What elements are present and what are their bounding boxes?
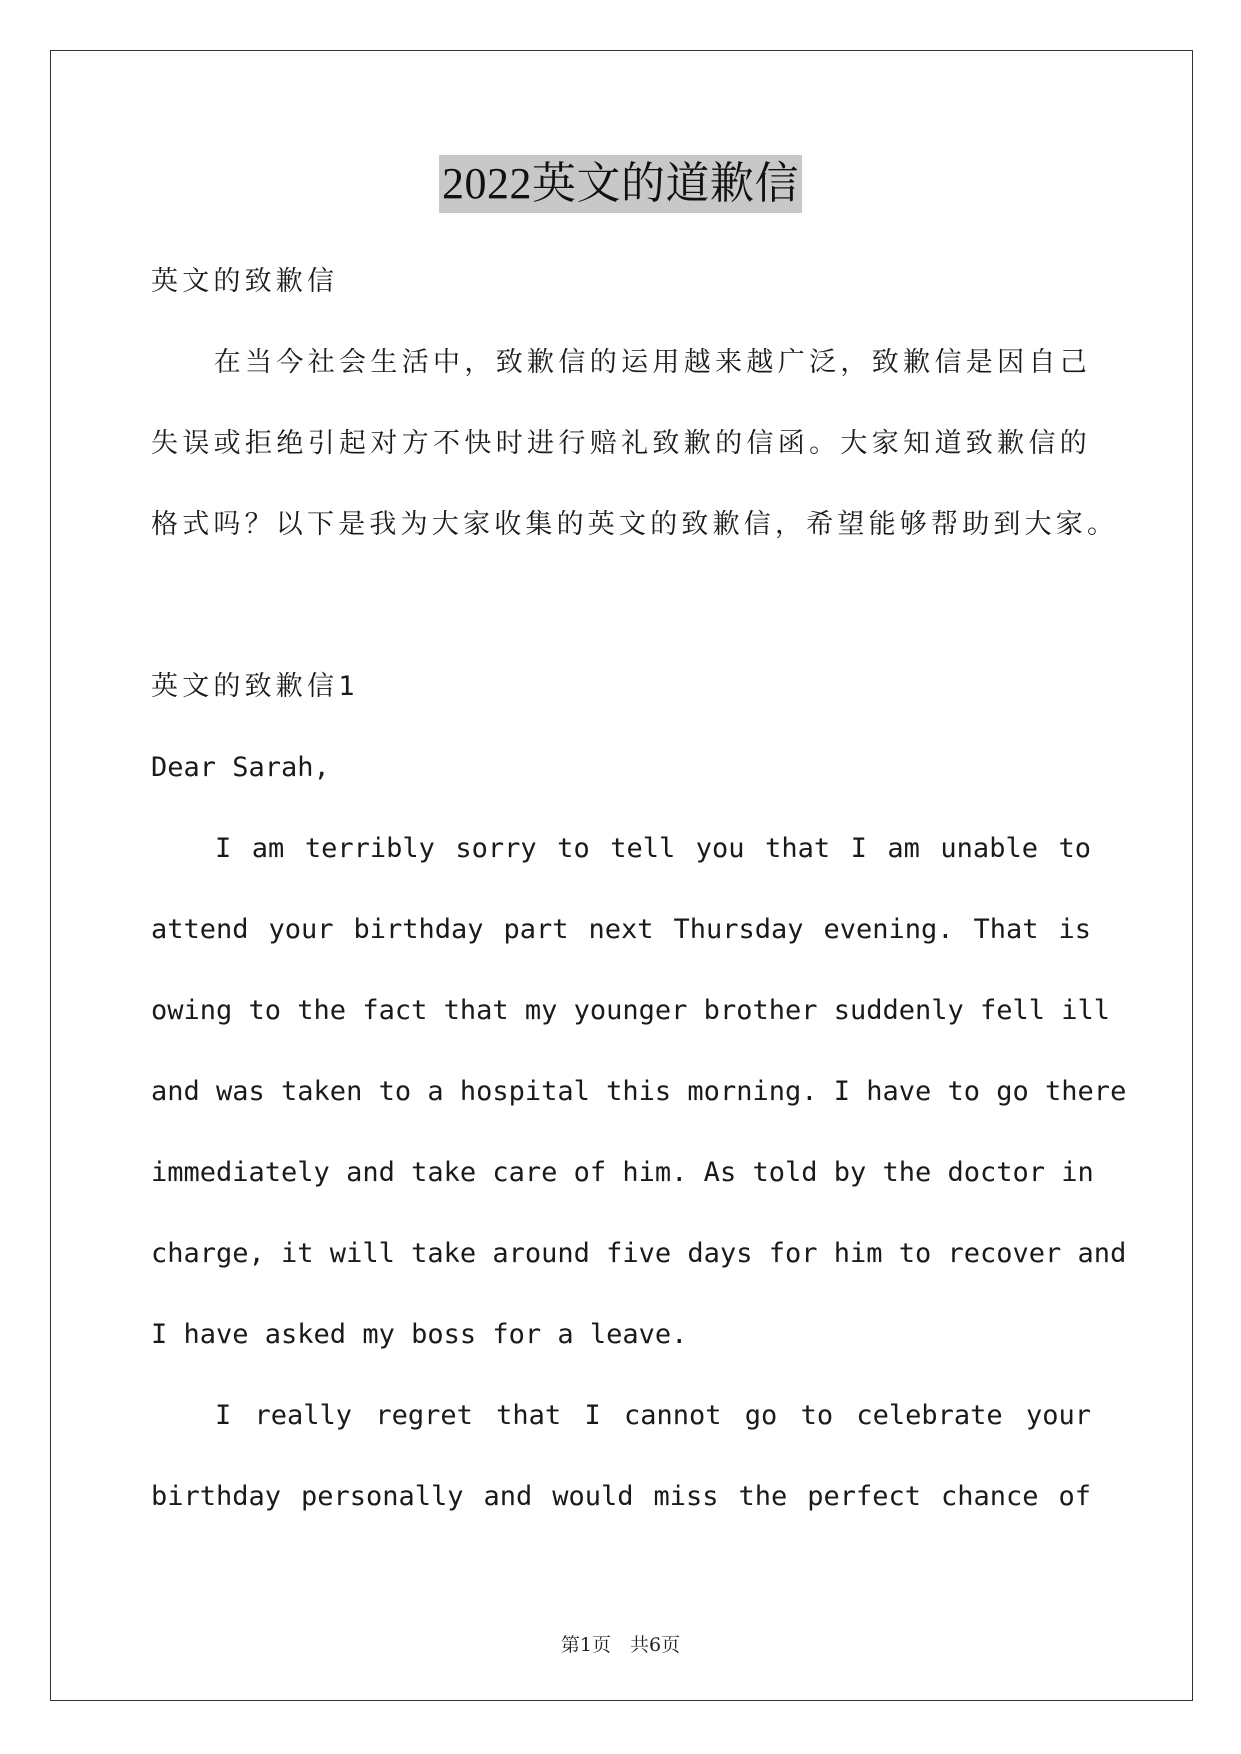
letter-line: I have asked my boss for a leave. [151, 1319, 688, 1350]
letter-line: immediately and take care of him. As told by the doctor in [151, 1157, 1094, 1188]
letter-line: attend your birthday part next Thursday evening. That is [151, 914, 1091, 945]
title-container [0, 155, 1241, 213]
paragraph-line: 在当今社会生活中，致歉信的运用越来越广泛，致歉信是因自己 [151, 347, 1091, 378]
paragraph-line: 格式吗？以下是我为大家收集的英文的致歉信，希望能够帮助到大家。 [151, 509, 1119, 540]
letter-line: birthday personally and would miss the perfect chance of [151, 1481, 1091, 1512]
letter-line: I am terribly sorry to tell you that I am unable to [215, 833, 1091, 864]
letter-line: I really regret that I cannot go to celebrate your [215, 1400, 1091, 1431]
section-heading: 英文的致歉信 [151, 266, 339, 297]
letter-heading: 英文的致歉信1 [151, 671, 359, 702]
document-title: 2022英文的道歉信 [439, 155, 802, 213]
salutation: Dear Sarah, [151, 752, 330, 783]
paragraph-line: 失误或拒绝引起对方不快时进行赔礼致歉的信函。大家知道致歉信的 [151, 428, 1091, 459]
page-number-footer: 第1页 共6页 [560, 1634, 681, 1656]
letter-line: charge, it will take around five days for him to recover and [151, 1238, 1127, 1269]
letter-line: owing to the fact that my younger brother suddenly fell ill [151, 995, 1111, 1026]
letter-line: and was taken to a hospital this morning. I have to go there [151, 1076, 1127, 1107]
